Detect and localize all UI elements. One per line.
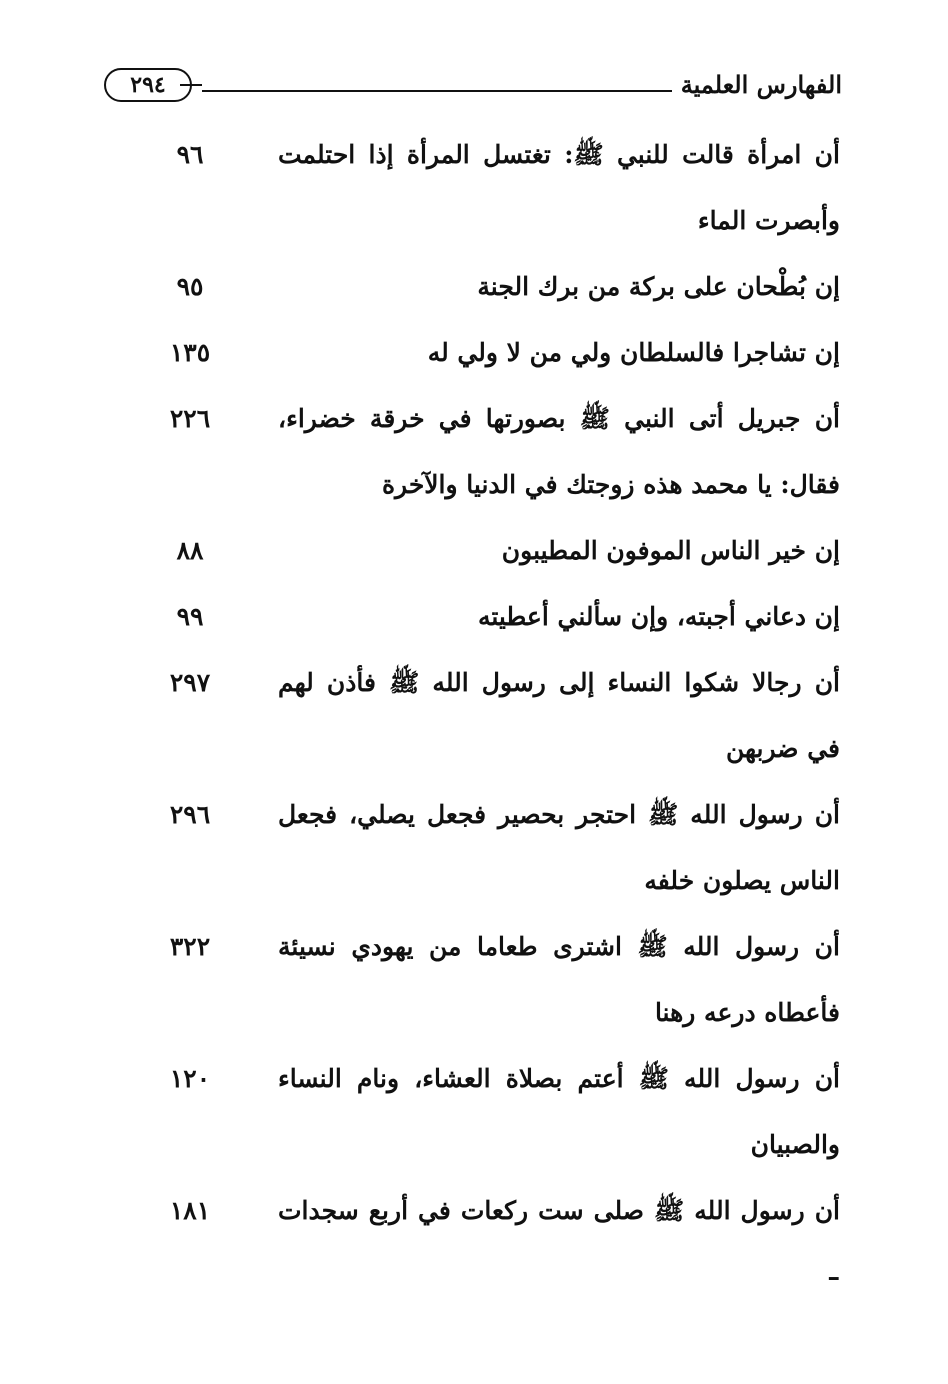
entry-page: ٢٩٦: [169, 800, 211, 829]
entry-text: إن دعاني أجبته، وإن سألني أعطيته: [477, 602, 840, 631]
entry-page: ٢٢٦: [169, 404, 211, 433]
index-entry: [160, 1046, 840, 1178]
index-entry: [160, 320, 840, 386]
entry-page: ٣٢٢: [169, 932, 211, 961]
index-entry: [160, 1178, 840, 1291]
entry-text: أن جبريل أتى النبي ﷺ بصورتها في خرقة خضراء، فقال: يا محمد هذه زوجتك في الدنيا والآخرة: [278, 404, 840, 499]
hadith-index-list: [160, 122, 840, 1291]
index-entry: [160, 254, 840, 320]
entry-page: ١٣٥: [169, 338, 211, 367]
page-header: [96, 68, 842, 108]
entry-page: ١٨١: [169, 1196, 211, 1225]
index-entry: [160, 782, 840, 914]
entry-text: إن تشاجرا فالسلطان ولي من لا ولي له: [427, 338, 840, 367]
index-entry: [160, 914, 840, 1046]
index-entry: [160, 122, 840, 254]
entry-text: إن بُطْحان على بركة من برك الجنة: [477, 272, 840, 301]
entry-text: أن رسول الله ﷺ اشترى طعاما من يهودي نسيئة فأعطاه درعه رهنا: [278, 932, 840, 1027]
header-rule: [202, 90, 672, 92]
entry-text: أن رجالا شكوا النساء إلى رسول الله ﷺ فأذن لهم في ضربهن: [278, 668, 840, 763]
section-title: الفهارس العلمية: [680, 70, 842, 99]
entry-text: أن رسول الله ﷺ احتجر بحصير فجعل يصلي، فجعل الناس يصلون خلفه: [278, 800, 840, 895]
entry-text: أن رسول الله ﷺ أعتم بصلاة العشاء، ونام النساء والصبيان: [278, 1064, 840, 1159]
entry-page: ٩٥: [176, 272, 204, 301]
entry-page: ٨٨: [176, 536, 204, 565]
index-entry: [160, 518, 840, 584]
index-entry: [160, 386, 840, 518]
entry-text: إن خير الناس الموفون المطيبون: [501, 536, 840, 565]
entry-text: أن رسول الله ﷺ صلى ست ركعات في أربع سجدات –: [278, 1196, 840, 1291]
index-entry: [160, 650, 840, 782]
page-number: ٢٩٤: [104, 68, 192, 102]
entry-page: ٩٩: [176, 602, 204, 631]
entry-page: ٢٩٧: [169, 668, 211, 697]
entry-page: ٩٦: [176, 140, 204, 169]
entry-page: ١٢٠: [169, 1064, 211, 1093]
entry-text: أن امرأة قالت للنبي ﷺ: تغتسل المرأة إذا احتلمت وأبصرت الماء: [278, 140, 840, 235]
index-entry: [160, 584, 840, 650]
